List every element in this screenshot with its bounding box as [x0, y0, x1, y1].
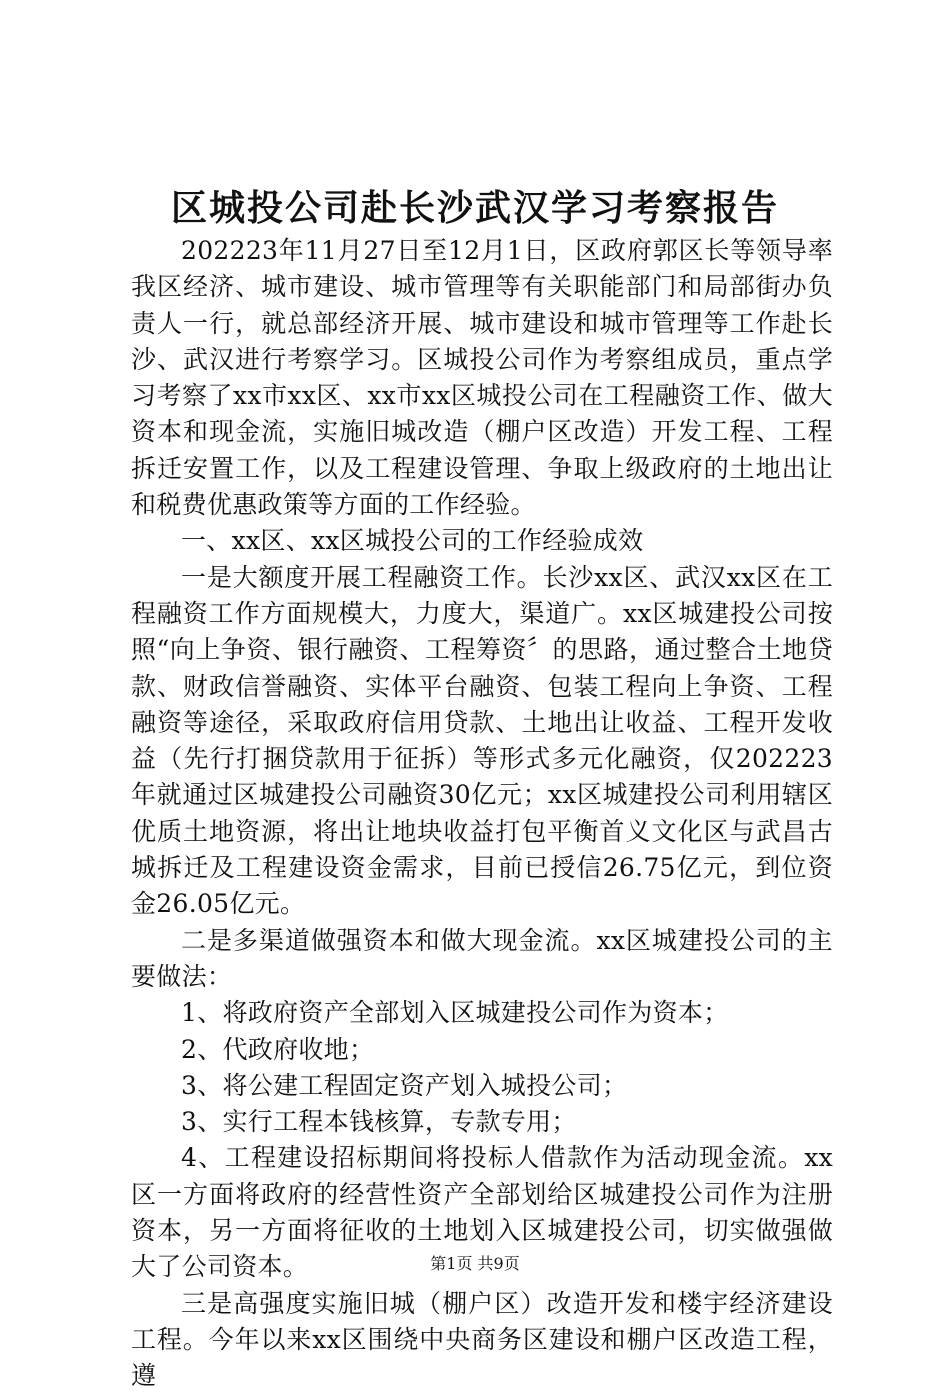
section-heading: 一、xx区、xx区城投公司的工作经验成效 [181, 526, 644, 556]
list-item: 1、将政府资产全部划入区城建投公司作为资本； [181, 998, 729, 1028]
paragraph: 一是大额度开展工程融资工作。长沙xx区、武汉xx区在工程融资工作方面规模大，力度大，渠道广。xx区城建投公司按照“向上争资、银行融资、工程筹资〞的思路，通过整合土地贷款、财政信誉融资、实体平台融资、包装工程向上争资、工程融资等途径，采取政府信用贷款、土地出让收益、工程开发收益（先行打捆贷款用于征拆）等形式多元化融资，仅202223年就通过区城建投公司融资30亿元；xx区城建投公司利用辖区优质土地资源，将出让地块收益打包平衡首义文化区与武昌古城拆迁及工程建设资金需求，目前已授信26.75亿元，到位资金26.05亿元。 [131, 562, 833, 919]
list-item: 3、实行工程本钱核算，专款专用； [181, 1107, 577, 1137]
paragraph: 202223年11月27日至12月1日，区政府郭区长等领导率我区经济、城市建设、城市管理等有关职能部门和局部街办负责人一行，就总部经济开展、城市建设和城市管理等工作赴长沙、武汉进行考察学习。区城投公司作为考察组成员，重点学习考察了xx市xx区、xx市xx区城投公司在工程融资工作、做大资本和现金流，实施旧城改造（棚户区改造）开发工程、工程拆迁安置工作，以及工程建设管理、争取上级政府的土地出让和税费优惠政策等方面的工作经验。 [131, 236, 833, 520]
list-item: 4、工程建设招标期间将投标人借款作为活动现金流。xx区一方面将政府的经营性资产全部划给区城建投公司作为注册资本，另一方面将征收的土地划入区城建投公司，切实做强做大了公司资本。 [131, 1143, 833, 1282]
paragraph: 二是多渠道做强资本和做大现金流。xx区城建投公司的主要做法： [131, 925, 833, 991]
page-footer: 第1页 共9页 [430, 1254, 520, 1273]
list-item: 2、代政府收地； [181, 1034, 375, 1064]
document-body [131, 233, 833, 1395]
page-title: 区城投公司赴长沙武汉学习考察报告 [170, 187, 779, 229]
list-item: 3、将公建工程固定资产划入城投公司； [181, 1070, 628, 1100]
paragraph: 三是高强度实施旧城（棚户区）改造开发和楼宇经济建设工程。今年以来xx区围绕中央商务区建设和棚户区改造工程，遵 [131, 1288, 833, 1391]
